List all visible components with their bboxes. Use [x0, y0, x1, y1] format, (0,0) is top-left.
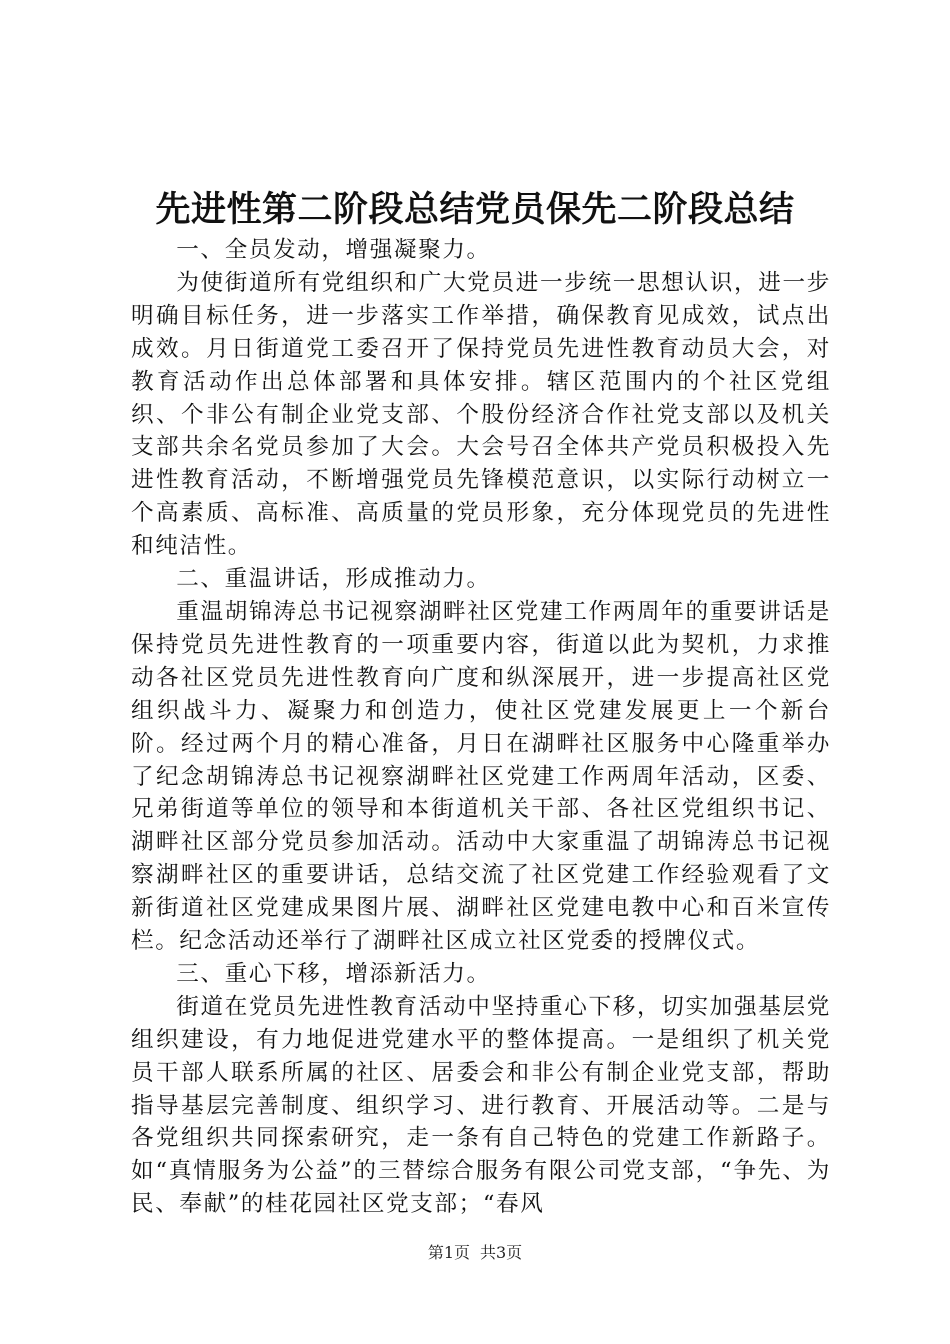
- document-title: 先进性第二阶段总结党员保先二阶段总结: [155, 189, 795, 230]
- section-heading-1: 一、全员发动，增强凝聚力。: [176, 237, 491, 263]
- paragraph-3: 街道在党员先进性教育活动中坚持重心下移，切实加强基层党组织建设，有力地促进党建水平的整体提高。一是组织了机关党员干部人联系所属的社区、居委会和非公有制企业党支部，帮助指导基层完善制度、组织学习、进行教育、开展活动等。二是与各党组织共同探索研究，走一条有自己特色的党建工作新路子。如“真情服务为公益”的三替综合服务有限公司党支部，“争先、为民、奉献”的桂花园社区党支部；“春风: [131, 993, 831, 1218]
- paragraph-2: 重温胡锦涛总书记视察湖畔社区党建工作两周年的重要讲话是保持党员先进性教育的一项重要内容，街道以此为契机，力求推动各社区党员先进性教育向广度和纵深展开，进一步提高社区党组织战斗力、凝聚力和创造力，使社区党建发展更上一个新台阶。经过两个月的精心准备，月日在湖畔社区服务中心隆重举办了纪念胡锦涛总书记视察湖畔社区党建工作两周年活动，区委、兄弟街道等单位的领导和本街道机关干部、各社区党组织书记、湖畔社区部分党员参加活动。活动中大家重温了胡锦涛总书记视察湖畔社区的重要讲话，总结交流了社区党建工作经验观看了文新街道社区党建成果图片展、湖畔社区党建电教中心和百米宣传栏。纪念活动还举行了湖畔社区成立社区党委的授牌仪式。: [131, 598, 831, 955]
- page-footer: [0, 1241, 950, 1265]
- document-body: [131, 234, 831, 1221]
- section-heading-2: 二、重温讲话，形成推动力。: [176, 566, 491, 593]
- page-number: 第1页: [427, 1243, 470, 1262]
- section-heading-3: 三、重心下移，增添新活力。: [176, 960, 491, 987]
- page-total: 共3页: [480, 1243, 523, 1262]
- paragraph-1: 为使街道所有党组织和广大党员进一步统一思想认识，进一步明确目标任务，进一步落实工作举措，确保教育见成效，试点出成效。月日街道党工委召开了保持党员先进性教育动员大会，对教育活动作出总体部署和具体安排。辖区范围内的个社区党组织、个非公有制企业党支部、个股份经济合作社党支部以及机关支部共余名党员参加了大会。大会号召全体共产党员积极投入先进性教育活动，不断增强党员先锋模范意识，以实际行动树立一个高素质、高标准、高质量的党员形象，充分体现党员的先进性和纯洁性。: [131, 269, 831, 560]
